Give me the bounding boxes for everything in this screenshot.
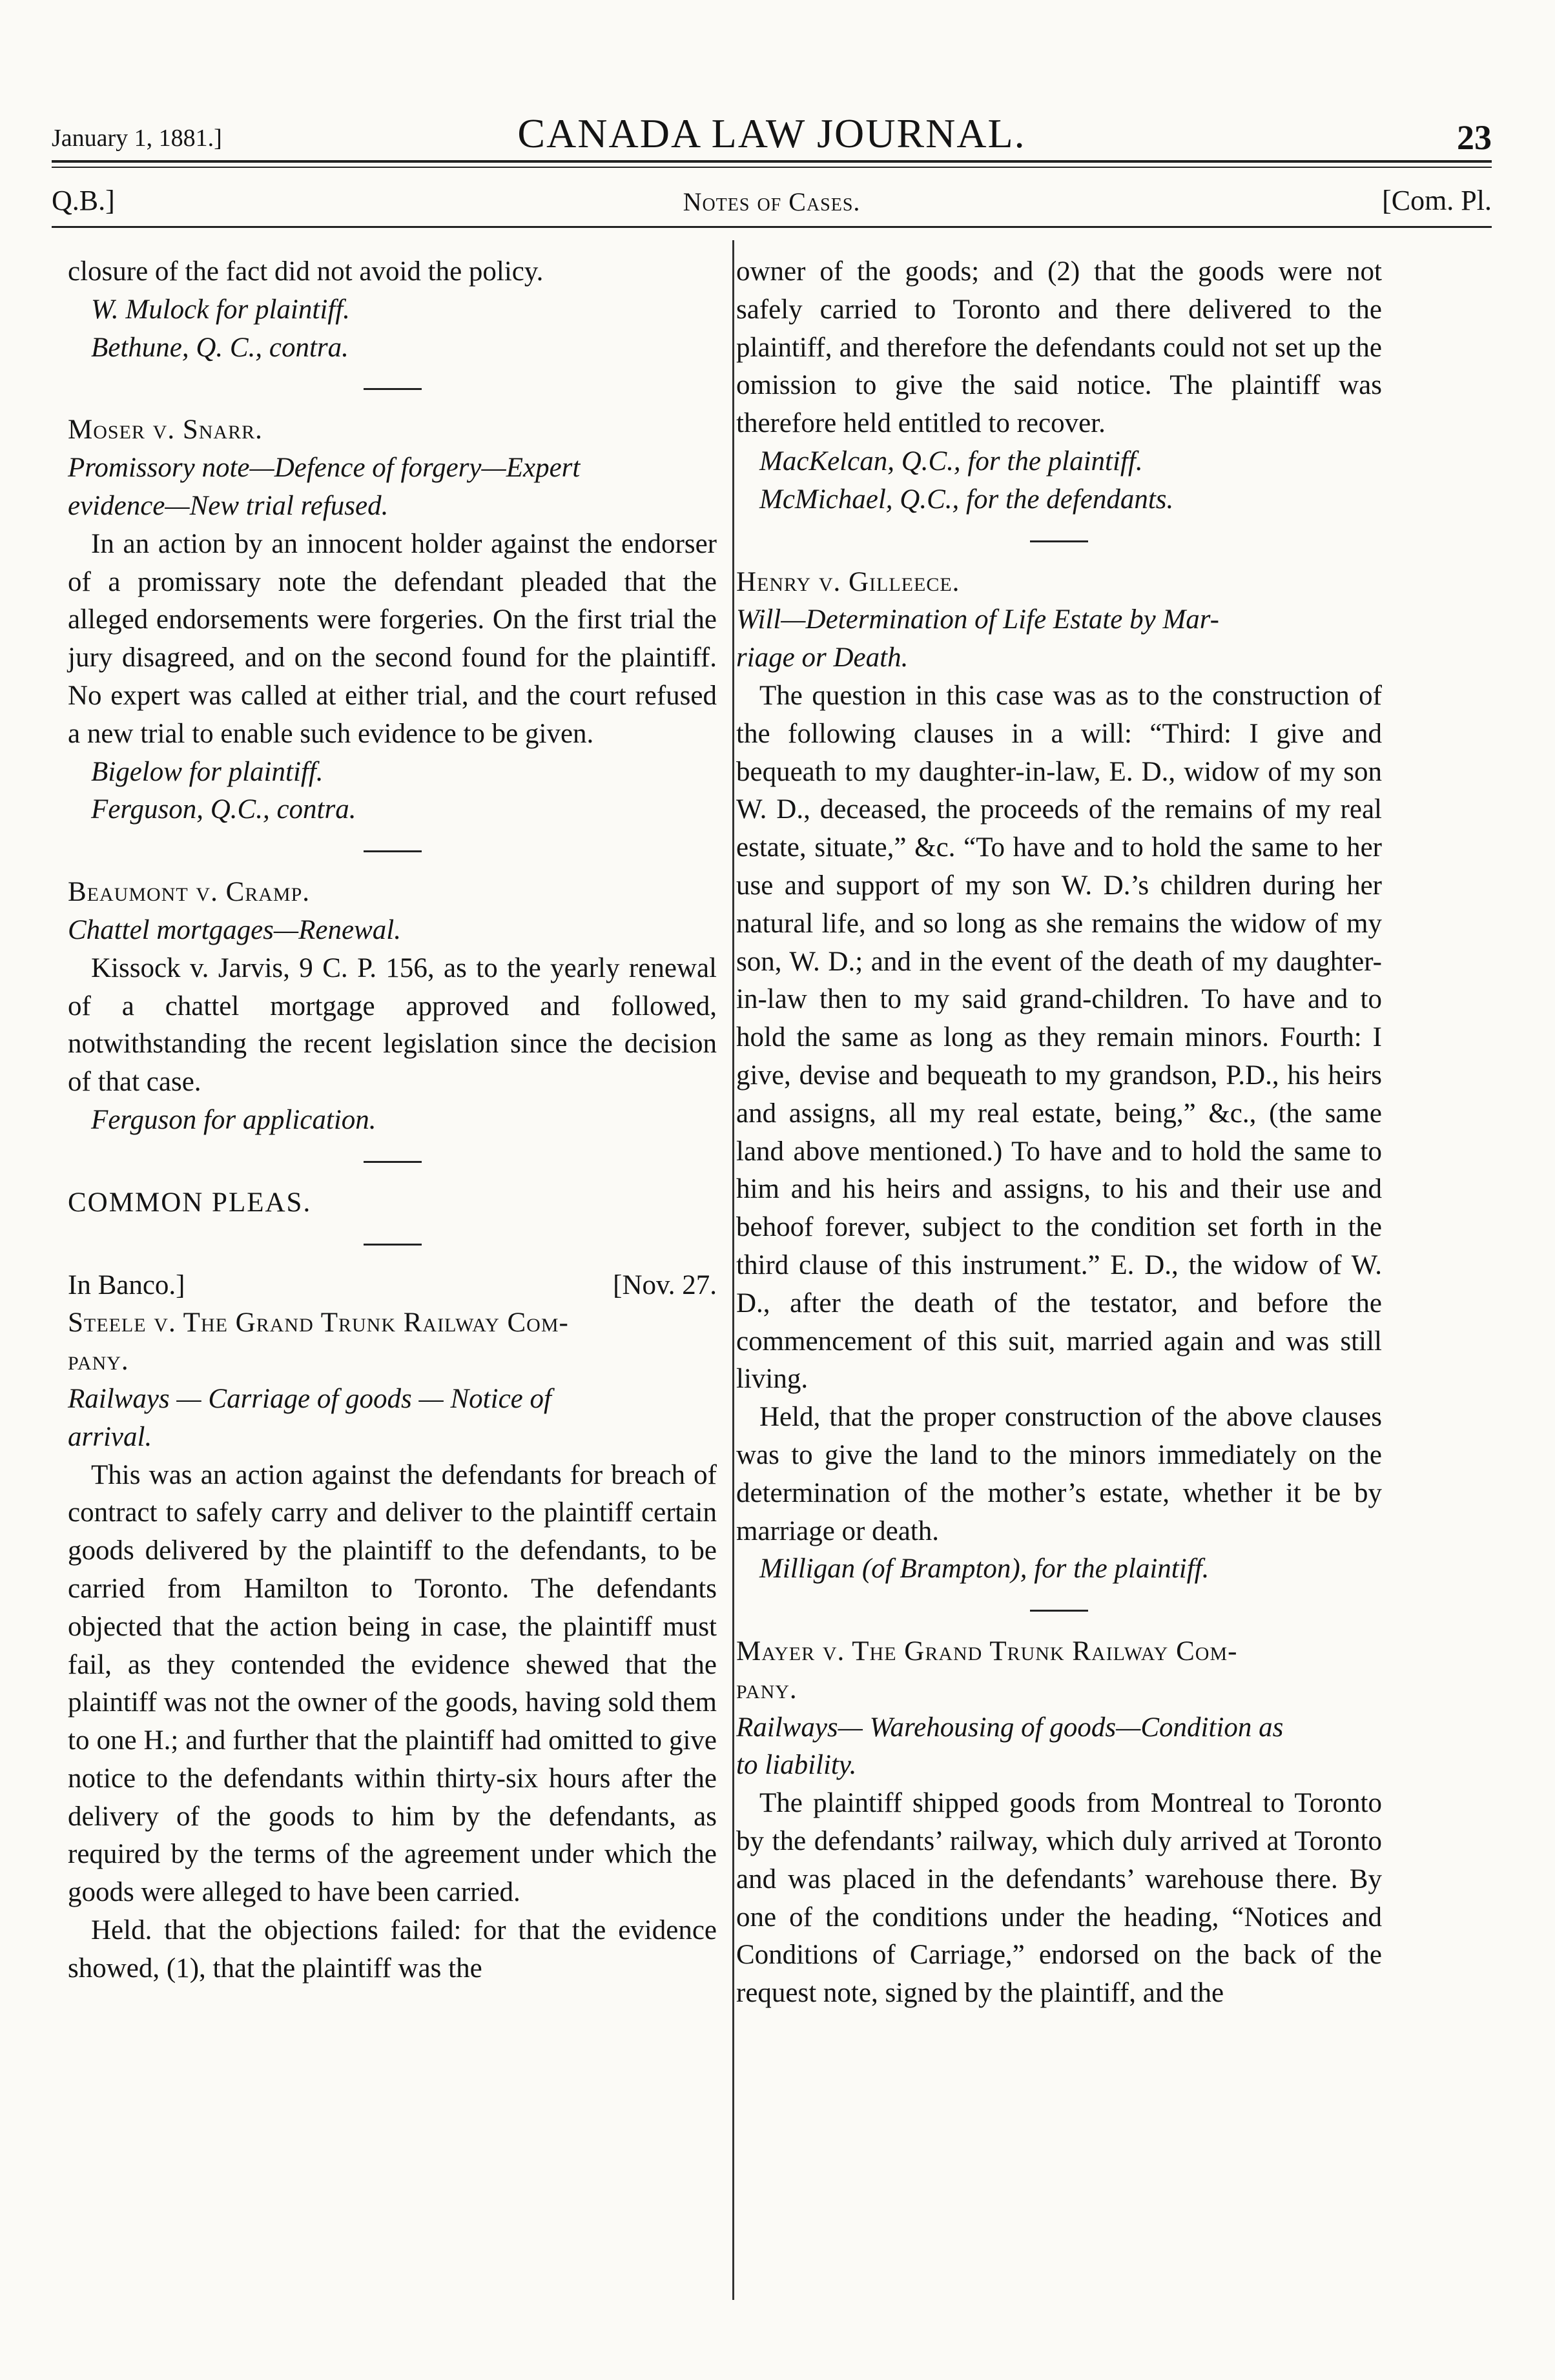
- page-number: 23: [1457, 118, 1492, 157]
- section-rule: [52, 226, 1492, 228]
- case-title: pany.: [736, 1674, 798, 1705]
- case-heading: Will—Determination of Life Estate by Mar-: [736, 604, 1219, 635]
- holding: Held. that the objections failed: for that the evidence showed, (1), that the plaintiff was the: [68, 1915, 717, 1984]
- case-heading: evidence—New trial refused.: [68, 490, 389, 521]
- issue-date: January 1, 1881.]: [52, 125, 222, 152]
- banco-label: In Banco.]: [68, 1269, 185, 1300]
- journal-title: CANADA LAW JOURNAL.: [517, 110, 1026, 156]
- running-header: [52, 110, 1492, 155]
- left-column: [68, 253, 717, 1988]
- header-rule-thick: [52, 160, 1492, 163]
- case-divider: [364, 388, 422, 390]
- counsel-line: McMichael, Q.C., for the defendants.: [759, 484, 1174, 515]
- case-heading: Promissory note—Defence of forgery—Expert: [68, 453, 581, 484]
- decision-date: [Nov. 27.: [613, 1269, 717, 1300]
- case-title: Henry v. Gilleece.: [736, 566, 960, 597]
- court-right: [Com. Pl.: [1382, 185, 1492, 216]
- case-title: pany.: [68, 1346, 129, 1377]
- case-body: In an action by an innocent holder against the endorser of a promissary note the defendant pleaded that the alleged endorsements were forgeries. On the first trial the jury disagreed, and on the second found for the plaintiff. No expert was called at either trial, and the court refused a new trial to enable such evidence to be given.: [68, 528, 717, 749]
- counsel-line: W. Mulock for plaintiff.: [91, 294, 350, 325]
- column-divider: [732, 240, 734, 2300]
- case-title: Beaumont v. Cramp.: [68, 877, 311, 908]
- counsel-line: Milligan (of Brampton), for the plaintiff.: [759, 1554, 1210, 1585]
- case-divider: [1030, 1610, 1088, 1612]
- counsel-line: Bethune, Q. C., contra.: [91, 332, 349, 363]
- case-heading: Chattel mortgages—Renewal.: [68, 914, 401, 945]
- case-title: Moser v. Snarr.: [68, 415, 263, 446]
- counsel-line: Bigelow for plaintiff.: [91, 756, 324, 787]
- court-heading: COMMON PLEAS.: [68, 1187, 312, 1218]
- case-body: The plaintiff shipped goods from Montreal to Toronto by the defendants’ railway, which duly arrived at Toronto and was placed in the defendants’ warehouse there. By one of the conditions under the heading, “Notices and Conditions of Carriage,” endorsed on the back of the request note, signed by the plaintiff, and the: [736, 1788, 1382, 2009]
- case-body-continued: owner of the goods; and (2) that the goods were not safely carried to Toronto and there delivered to the plaintiff, and therefore the defendants could not set up the omission to give the said notice. The plaintiff was therefore held entitled to recover.: [736, 256, 1382, 439]
- case-divider: [364, 1244, 422, 1246]
- counsel-line: Ferguson, Q.C., contra.: [91, 794, 356, 825]
- case-divider: [1030, 540, 1088, 542]
- case-body: This was an action against the defendants for breach of contract to safely carry and deliver to the plaintiff certain goods delivered by the plaintiff to the defendants, to be carried from Hamilton to Toronto. The defendants objected that the action being in case, the plaintiff must fail, as they contended the evidence shewed that the plaintiff was not the owner of the goods, having sold them to one H.; and further that the plaintiff had omitted to give notice to the defendants within thirty-six hours after the delivery of the goods to him by the defendants, as required by the terms of the agreement under which the goods were alleged to have been carried.: [68, 1459, 717, 1908]
- holding: Held, that the proper construction of the above clauses was to give the land to the minors immediately on the determination of the mother’s estate, whether it be by marriage or death.: [736, 1402, 1382, 1546]
- case-title: Steele v. The Grand Trunk Railway Com-: [68, 1308, 569, 1339]
- right-column: [736, 253, 1382, 2013]
- case-heading: Railways — Carriage of goods — Notice of: [68, 1383, 551, 1414]
- section-title: Notes of Cases.: [683, 187, 861, 216]
- court-left: Q.B.]: [52, 185, 115, 216]
- counsel-line: MacKelcan, Q.C., for the plaintiff.: [759, 446, 1143, 477]
- case-title: Mayer v. The Grand Trunk Railway Com-: [736, 1636, 1238, 1667]
- case-heading: arrival.: [68, 1421, 152, 1452]
- counsel-line: Ferguson for application.: [91, 1104, 376, 1135]
- header-rule-thin: [52, 167, 1492, 168]
- case-divider: [364, 850, 422, 852]
- case-heading: to liability.: [736, 1750, 857, 1781]
- case-divider: [364, 1161, 422, 1163]
- case-body: The question in this case was as to the construction of the following clauses in a will: “Third: I give and bequeath to my daughter-in-law, E. D., widow of my son W. D., deceased, the proceeds of the remains of my real estate, situate,” &c. “To have and to hold the same to her use and support of my son W. D.’s children during her natural life, and so long as she remains the widow of my son, W. D.; and in the event of the death of my daughter-in-law then to my said grand-children. To have and to hold the same as long as they remain minors. Fourth: I give, devise and bequeath to my grandson, P.D., his heirs and assigns, all my real estate, being,” &c., (the same land above mentioned.) To have and to hold the same to him and his heirs and assigns, to his and their use and behoof forever, subject to the condition set forth in the third clause of this instrument.” E. D., the widow of W. D., after the death of the testator, and before the commencement of this suit, married again and was still living.: [736, 680, 1382, 1395]
- banco-line: [68, 1267, 717, 1305]
- case-heading: Railways— Warehousing of goods—Condition as: [736, 1712, 1284, 1743]
- case-body: Kissock v. Jarvis, 9 C. P. 156, as to the yearly renewal of a chattel mortgage approved and followed, notwithstanding the recent legislation since the decision of that case.: [68, 952, 717, 1098]
- case-heading: riage or Death.: [736, 642, 909, 673]
- section-header: [52, 184, 1492, 223]
- prev-case-tail: closure of the fact did not avoid the policy.: [68, 256, 544, 287]
